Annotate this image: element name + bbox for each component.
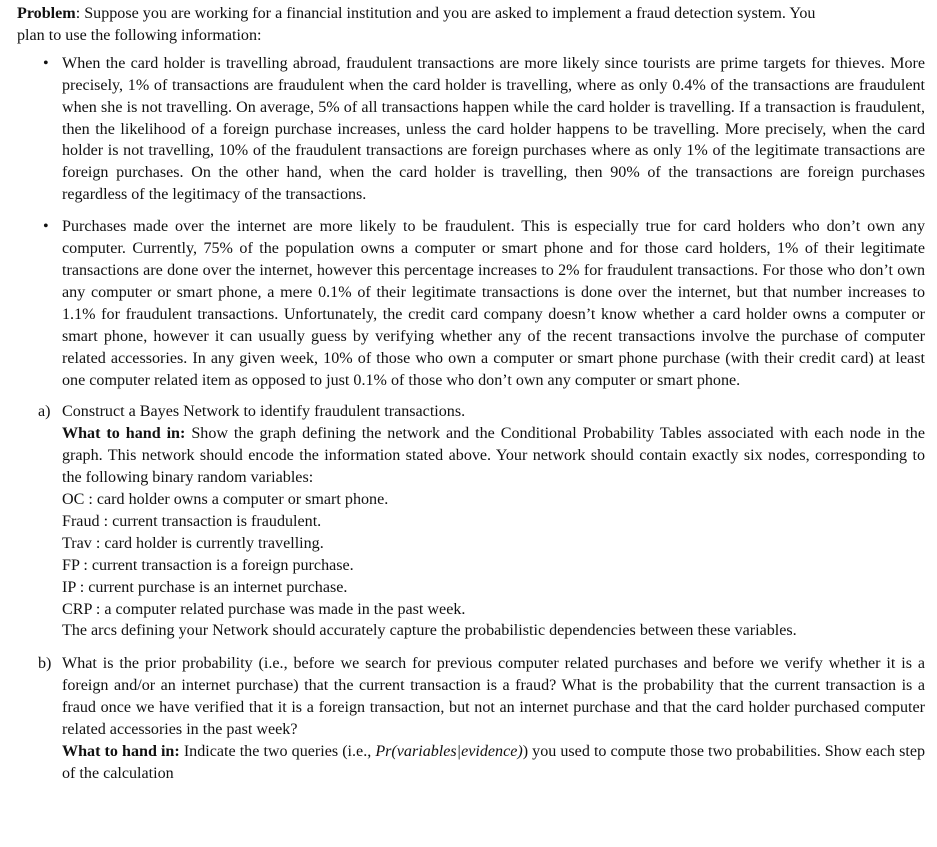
handin-text: Show the graph defining the network and the Conditional Probability Tables associated with each node in the graph. This network should encode the information stated above. Your network should contain exactly six nodes, corresponding to the following binary random variables: — [62, 425, 925, 487]
variable-oc: OC : card holder owns a computer or smart phone. — [62, 491, 389, 509]
part-a — [17, 401, 925, 642]
problem-intro: Suppose you are working for a financial institution and you are asked to implement a fraud detection system. You plan to use the following information: — [17, 5, 816, 44]
variable-ip: IP : current purchase is an internet purchase. — [62, 578, 348, 596]
variable-fp: FP : current transaction is a foreign purchase. — [62, 556, 354, 574]
variable-list — [62, 489, 925, 620]
bullet-icon: • — [43, 218, 49, 236]
problem-colon: : — [75, 5, 81, 22]
part-b-handin — [62, 741, 925, 785]
bullet-icon: • — [43, 54, 49, 72]
problem-label: Problem — [17, 5, 76, 22]
part-a-marker: a) — [38, 403, 51, 421]
handin-post: ) you used to compute those two probabilities. Show each step of the calculation — [62, 743, 926, 782]
information-list — [17, 53, 925, 392]
part-a-closing: The arcs defining your Network should accurately capture the probabilistic dependencies between these variables. — [62, 622, 797, 640]
bullet-text: When the card holder is travelling abroad, fraudulent transactions are more likely since tourists are prime targets for thieves. More precisely, 1% of transactions are fraudulent when the card holder is travelling, where as only 0.4% of the transactions are fraudulent when she is not travelling. On average, 5% of all transactions happen while the card holder is travelling. If a transaction is fraudulent, then the likelihood of a foreign purchase increases, unless the card holder happens to be travelling. More precisely, when the card holder is not travelling, 10% of the fraudulent transactions are foreign purchases where as only 1% of the legitimate transactions are foreign purchases. On the other hand, when the card holder is travelling, then 90% of the transactions are foreign purchases regardless of the legitimacy of the transactions. — [62, 54, 925, 204]
query-formula: Pr(variables|evidence) — [375, 743, 523, 760]
list-item — [17, 53, 925, 206]
variable-trav: Trav : card holder is currently travelling. — [62, 534, 324, 552]
bullet-text: Purchases made over the internet are more likely to be fraudulent. This is especially true for card holders who don’t own any computer. Currently, 75% of the population owns a computer or smart phone and for those card holders, 1% of their legitimate transactions are done over the internet, however this percentage increases to 2% for fraudulent transactions. For those who don’t own any computer or smart phone, a mere 0.1% of their legitimate transactions is done over the internet, but that number increases to 1.1% for fraudulent transactions. Unfortunately, the credit card company doesn’t know whether a card holder owns a computer or smart phone, however it can usually guess by verifying whether any of the recent transactions involve the purchase of computer related accessories. In any given week, 10% of those who own a computer or smart phone purchase (with their credit card) at least one computer related item as opposed to just 0.1% of those who don’t own any computer or smart phone. — [62, 218, 925, 389]
part-b — [17, 653, 925, 784]
part-a-handin — [62, 423, 925, 489]
problem-statement — [17, 3, 925, 47]
handin-label: What to hand in: — [62, 425, 186, 443]
part-b-marker: b) — [38, 655, 52, 673]
list-item — [17, 216, 925, 391]
part-a-question: Construct a Bayes Network to identify fraudulent transactions. — [62, 403, 466, 421]
variable-fraud: Fraud : current transaction is fraudulent. — [62, 512, 322, 530]
handin-label: What to hand in: — [62, 743, 180, 760]
part-b-question: What is the prior probability (i.e., before we search for previous computer related purchases and before we verify whether it is a foreign and/or an internet purchase) that the current transaction is a fraud? What is the probability that the current transaction is a fraud once we have verified that it is a foreign transaction, but not an internet purchase and that the card holder purchased computer related accessories in the past week? — [62, 655, 925, 739]
question-parts — [17, 401, 925, 784]
handin-pre: Indicate the two queries (i.e., — [179, 743, 376, 760]
variable-crp: CRP : a computer related purchase was made in the past week. — [62, 600, 466, 618]
